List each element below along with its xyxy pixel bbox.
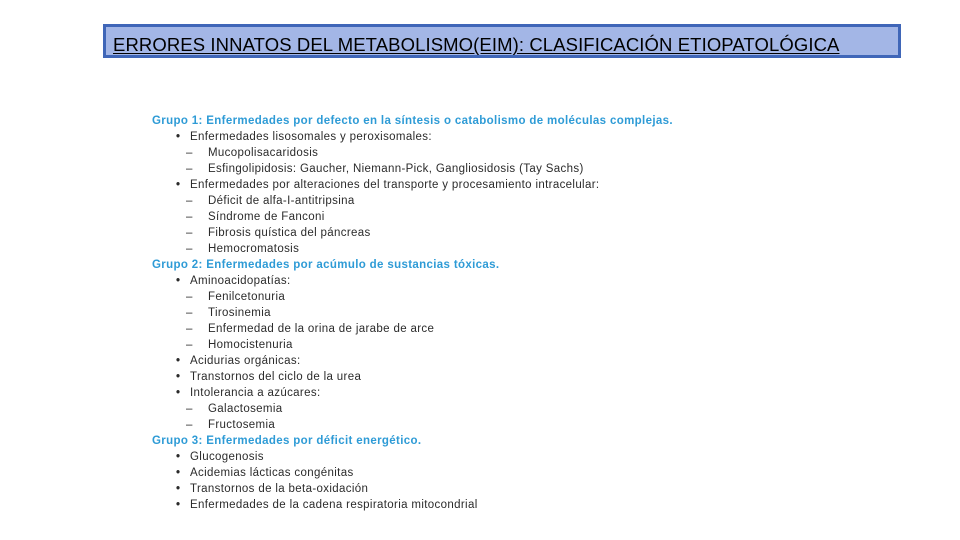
list-item-text: Glucogenosis (190, 451, 264, 463)
list-item (152, 385, 852, 401)
list-item-text: Transtornos de la beta-oxidación (190, 483, 369, 495)
list-item-text: Intolerancia a azúcares: (190, 387, 321, 399)
sub-list-item (152, 417, 852, 433)
dash-icon: – (186, 163, 193, 175)
sub-list-item-text: Tirosinemia (208, 307, 271, 319)
dash-icon: – (186, 419, 193, 431)
list-item (152, 449, 852, 465)
classification-list (152, 113, 852, 513)
bullet-icon: • (176, 467, 181, 479)
dash-icon: – (186, 403, 193, 415)
list-item (152, 129, 852, 145)
sub-list-item-text: Mucopolisacaridosis (208, 147, 319, 159)
sub-list-item (152, 337, 852, 353)
dash-icon: – (186, 227, 193, 239)
list-item-text: Transtornos del ciclo de la urea (190, 371, 362, 383)
sub-list-item (152, 193, 852, 209)
dash-icon: – (186, 243, 193, 255)
sub-list-item (152, 305, 852, 321)
sub-list-item-text: Esfingolipidosis: Gaucher, Niemann-Pick, Gangliosidosis (Tay Sachs) (208, 163, 584, 175)
sub-list-item-text: Síndrome de Fanconi (208, 211, 325, 223)
group-title: Grupo 3: Enfermedades por déficit energético. (152, 435, 422, 447)
dash-icon: – (186, 323, 193, 335)
list-item-text: Enfermedades por alteraciones del transporte y procesamiento intracelular: (190, 179, 600, 191)
list-item-text: Enfermedades lisosomales y peroxisomales: (190, 131, 432, 143)
list-item (152, 273, 852, 289)
sub-list-item (152, 225, 852, 241)
sub-list-item-text: Homocistenuria (208, 339, 293, 351)
dash-icon: – (186, 339, 193, 351)
list-item (152, 481, 852, 497)
slide-title: ERRORES INNATOS DEL METABOLISMO(EIM): CLASIFICACIÓN ETIOPATOLÓGICA (113, 34, 840, 55)
sub-list-item (152, 241, 852, 257)
sub-list-item (152, 161, 852, 177)
bullet-icon: • (176, 451, 181, 463)
bullet-icon: • (176, 355, 181, 367)
sub-list-item (152, 289, 852, 305)
sub-list-item (152, 209, 852, 225)
dash-icon: – (186, 147, 193, 159)
sub-list-item-text: Galactosemia (208, 403, 283, 415)
list-item-text: Enfermedades de la cadena respiratoria mitocondrial (190, 499, 478, 511)
list-item (152, 177, 852, 193)
bullet-icon: • (176, 499, 181, 511)
sub-list-item-text: Fenilcetonuria (208, 291, 286, 303)
dash-icon: – (186, 307, 193, 319)
group-title: Grupo 1: Enfermedades por defecto en la síntesis o catabolismo de moléculas complejas. (152, 115, 673, 127)
list-item-text: Acidemias lácticas congénitas (190, 467, 354, 479)
dash-icon: – (186, 291, 193, 303)
list-item (152, 497, 852, 513)
bullet-icon: • (176, 387, 181, 399)
bullet-icon: • (176, 371, 181, 383)
bullet-icon: • (176, 179, 181, 191)
list-item (152, 465, 852, 481)
list-item-text: Acidurias orgánicas: (190, 355, 301, 367)
list-item (152, 353, 852, 369)
list-item-text: Aminoacidopatías: (190, 275, 291, 287)
sub-list-item-text: Enfermedad de la orina de jarabe de arce (208, 323, 435, 335)
dash-icon: – (186, 195, 193, 207)
group-title: Grupo 2: Enfermedades por acúmulo de sustancias tóxicas. (152, 259, 500, 271)
sub-list-item-text: Hemocromatosis (208, 243, 300, 255)
list-item (152, 369, 852, 385)
dash-icon: – (186, 211, 193, 223)
sub-list-item-text: Fibrosis quística del páncreas (208, 227, 371, 239)
sub-list-item (152, 145, 852, 161)
bullet-icon: • (176, 275, 181, 287)
sub-list-item-text: Déficit de alfa-I-antitripsina (208, 195, 355, 207)
bullet-icon: • (176, 483, 181, 495)
sub-list-item-text: Fructosemia (208, 419, 276, 431)
sub-list-item (152, 401, 852, 417)
sub-list-item (152, 321, 852, 337)
bullet-icon: • (176, 131, 181, 143)
